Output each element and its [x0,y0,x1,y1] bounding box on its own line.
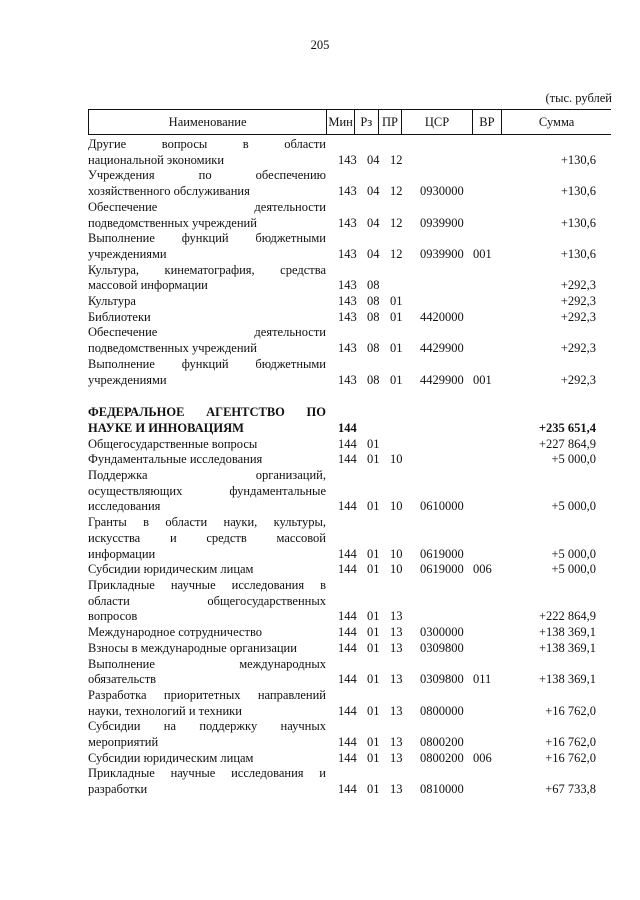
row-pr: 12 [390,246,403,261]
header-name: Наименование [89,110,327,134]
row-name-line: Культура, кинематография, средства [88,262,326,277]
row-csr: 0300000 [420,625,464,640]
row-name [88,294,326,310]
table-row [88,200,610,231]
row-sum: +130,6 [560,152,596,167]
row-pr: 01 [390,341,403,356]
row-vr: 006 [473,562,492,577]
row-vr: 001 [473,372,492,387]
row-min: 143 [338,294,357,309]
table-row [88,294,610,310]
row-name-line: Фундаментальные исследования [88,452,263,467]
row-min: 144 [338,452,357,467]
row-csr: 0939900 [420,215,464,230]
row-name-line: осуществляющих фундаментальные [88,483,326,498]
table-row [88,452,610,468]
table-header [88,109,611,135]
row-rz: 04 [367,246,380,261]
table-row [88,641,610,657]
row-csr: 4429900 [420,341,464,356]
table-row [88,625,610,641]
row-rz: 08 [367,278,380,293]
row-min: 144 [338,625,357,640]
row-rz: 04 [367,152,380,167]
table-row [88,437,610,453]
row-csr: 4429900 [420,372,464,387]
row-name [88,452,326,468]
row-name [88,263,326,294]
row-name-line: Субсидии юридическим лицам [88,750,254,765]
row-name-line: Прикладные научные исследования в [88,577,326,592]
row-rz: 01 [367,452,380,467]
row-csr: 0309800 [420,640,464,655]
row-min: 144 [338,750,357,765]
row-sum: +292,3 [560,309,596,324]
table-row [88,719,610,750]
row-pr: 13 [390,672,403,687]
row-pr: 01 [390,372,403,387]
row-name-line: Гранты в области науки, культуры, [88,515,326,530]
row-name [88,357,326,388]
row-name [88,325,326,356]
header-vr: ВР [473,110,503,134]
row-name-line: обязательств [88,672,157,687]
row-rz: 04 [367,215,380,230]
row-name [88,437,326,453]
row-min: 144 [338,782,357,797]
row-sum: +16 762,0 [545,703,596,718]
row-min: 143 [338,246,357,261]
row-name [88,657,326,688]
row-vr: 001 [473,246,492,261]
row-name-line: подведомственных учреждений [88,341,257,356]
row-csr: 0810000 [420,782,464,797]
row-pr: 13 [390,625,403,640]
row-name-line: информации [88,546,156,561]
row-min: 144 [338,735,357,750]
header-sum: Сумма [538,114,575,129]
row-name [88,562,326,578]
row-name-line: хозяйственного обслуживания [88,184,250,199]
row-pr: 13 [390,750,403,765]
row-pr: 01 [390,309,403,324]
row-name-line: учреждениями [88,246,167,261]
row-min: 143 [338,309,357,324]
table-row [88,751,610,767]
row-rz: 04 [367,184,380,199]
row-pr: 13 [390,703,403,718]
row-spacer [88,388,610,405]
row-csr: 0610000 [420,499,464,514]
row-name-line: Разработка приоритетных направлений [88,687,326,702]
row-rz: 01 [367,703,380,718]
row-sum: +5 000,0 [551,562,596,577]
row-csr: 0939900 [420,246,464,261]
row-name [88,751,326,767]
row-pr: 12 [390,215,403,230]
row-sum: +138 369,1 [538,625,596,640]
row-min: 144 [338,436,357,451]
table-row [88,562,610,578]
row-name-line: Поддержка организаций, [88,468,326,483]
row-name-line: Выполнение функций бюджетными [88,231,326,246]
row-name-line: Культура [88,294,136,309]
row-min: 143 [338,215,357,230]
row-csr: 0800200 [420,735,464,750]
row-csr: 0800200 [420,750,464,765]
row-pr: 01 [390,294,403,309]
row-name [88,231,326,262]
table-row [88,357,610,388]
row-min: 144 [338,562,357,577]
table-row [88,578,610,625]
row-pr: 13 [390,735,403,750]
row-name-line: массовой информации [88,278,208,293]
row-name-line: Взносы в международные организации [88,640,297,655]
row-rz: 01 [367,735,380,750]
row-rz: 08 [367,341,380,356]
row-csr: 0619000 [420,546,464,561]
row-name-line: исследования [88,499,161,514]
row-pr: 10 [390,499,403,514]
row-name [88,405,326,436]
row-name-line: Выполнение международных [88,656,326,671]
row-name [88,625,326,641]
row-min: 143 [338,184,357,199]
row-sum: +16 762,0 [545,750,596,765]
header-pr: ПР [379,110,403,134]
row-name-line: Субсидии на поддержку научных [88,719,326,734]
row-pr: 13 [390,640,403,655]
row-rz: 01 [367,750,380,765]
row-min: 143 [338,152,357,167]
row-min: 144 [338,609,357,624]
row-rz: 01 [367,546,380,561]
row-name [88,578,326,625]
row-pr: 12 [390,184,403,199]
row-sum: +292,3 [560,372,596,387]
row-pr: 13 [390,609,403,624]
row-name-line: Общегосударственные вопросы [88,436,258,451]
row-name [88,515,326,562]
row-rz: 01 [367,436,380,451]
row-sum: +5 000,0 [551,499,596,514]
table-row [88,263,610,294]
row-name [88,719,326,750]
row-rz: 01 [367,782,380,797]
row-pr: 12 [390,152,403,167]
row-vr: 011 [473,672,492,687]
row-min: 143 [338,372,357,387]
row-pr: 13 [390,782,403,797]
row-sum: +130,6 [560,246,596,261]
row-min: 143 [338,278,357,293]
row-name [88,688,326,719]
row-min: 144 [338,546,357,561]
row-name [88,168,326,199]
row-name-line: вопросов [88,609,138,624]
row-min: 144 [338,499,357,514]
row-name-line: учреждениями [88,372,167,387]
row-sum: +292,3 [560,278,596,293]
table-row [88,137,610,168]
row-sum: +235 651,4 [538,420,596,435]
row-sum: +138 369,1 [538,640,596,655]
row-name [88,641,326,657]
row-rz: 01 [367,609,380,624]
row-name [88,137,326,168]
row-name-line: искусства и средств массовой [88,530,326,545]
row-min: 144 [338,420,357,435]
table-row [88,468,610,515]
row-sum: +16 762,0 [545,735,596,750]
row-sum: +292,3 [560,294,596,309]
row-rz: 01 [367,625,380,640]
unit-note: (тыс. рублей [545,91,612,105]
row-vr: 006 [473,750,492,765]
header-min: Мин [327,110,355,134]
row-pr: 10 [390,562,403,577]
table-row [88,688,610,719]
row-csr: 0930000 [420,184,464,199]
table-row [88,657,610,688]
row-csr: 0619000 [420,562,464,577]
row-name-line: Обеспечение деятельности [88,325,326,340]
row-sum: +5 000,0 [551,546,596,561]
row-rz: 08 [367,309,380,324]
row-sum: +292,3 [560,341,596,356]
row-sum: +130,6 [560,184,596,199]
header-csr: ЦСР [402,110,472,134]
row-name-line: Выполнение функций бюджетными [88,356,326,371]
row-pr: 10 [390,452,403,467]
row-rz: 01 [367,562,380,577]
row-min: 144 [338,703,357,718]
table-row [88,231,610,262]
row-sum: +227 864,9 [538,436,596,451]
row-rz: 01 [367,499,380,514]
table-row [88,168,610,199]
row-csr: 0309800 [420,672,464,687]
row-name-line: области общегосударственных [88,593,326,608]
table-row [88,310,610,326]
row-name-line: подведомственных учреждений [88,215,257,230]
row-name [88,200,326,231]
row-name-line: мероприятий [88,735,159,750]
row-name-line: Международное сотрудничество [88,625,263,640]
row-name-line: национальной экономики [88,152,225,167]
row-csr: 0800000 [420,703,464,718]
table-row [88,325,610,356]
row-name-line: Прикладные научные исследования и [88,766,326,781]
row-name-line: науки, технологий и техники [88,703,242,718]
row-rz: 01 [367,640,380,655]
row-sum: +5 000,0 [551,452,596,467]
row-sum: +67 733,8 [545,782,596,797]
row-name [88,766,326,797]
row-name-line: НАУКЕ И ИННОВАЦИЯМ [88,420,244,435]
header-rz: Рз [355,110,379,134]
table-body [88,137,610,798]
row-min: 144 [338,640,357,655]
row-name [88,468,326,515]
row-pr: 10 [390,546,403,561]
row-csr: 4420000 [420,309,464,324]
row-rz: 08 [367,372,380,387]
table-row [88,515,610,562]
row-sum: +138 369,1 [538,672,596,687]
row-sum: +130,6 [560,215,596,230]
row-min: 143 [338,341,357,356]
row-rz: 08 [367,294,380,309]
row-name-line: ФЕДЕРАЛЬНОЕ АГЕНТСТВО ПО [88,405,326,420]
row-name-line: Субсидии юридическим лицам [88,562,254,577]
row-name-line: Обеспечение деятельности [88,199,326,214]
page-number: 205 [310,38,330,52]
row-rz: 01 [367,672,380,687]
row-name-line: Другие вопросы в области [88,137,326,151]
row-min: 144 [338,672,357,687]
table-row [88,766,610,797]
row-name [88,310,326,326]
row-sum: +222 864,9 [538,609,596,624]
row-name-line: Библиотеки [88,309,151,324]
row-name-line: разработки [88,782,148,797]
table-row [88,405,610,436]
row-name-line: Учреждения по обеспечению [88,168,326,183]
